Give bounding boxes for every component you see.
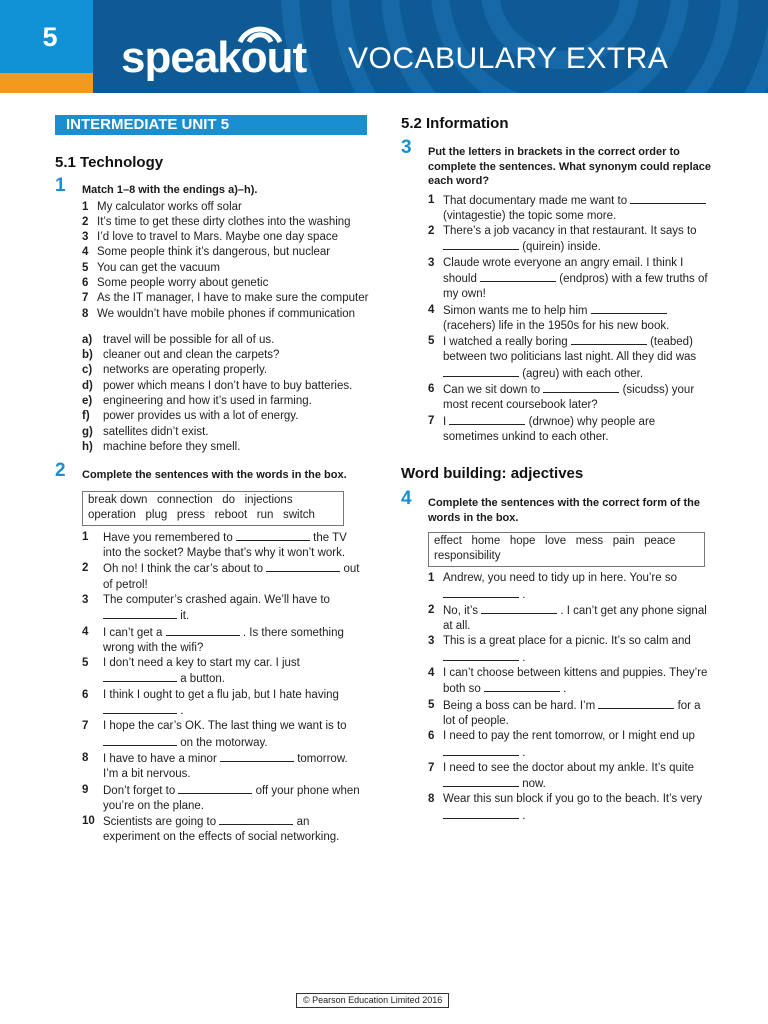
item-number: 8: [82, 307, 89, 320]
list-item: [428, 334, 713, 382]
exercise-number: 1: [55, 175, 66, 196]
sentence-end: tomorrow. I’m a bit nervous.: [103, 752, 348, 781]
list-item: [82, 719, 360, 751]
item-number: 7: [428, 761, 435, 774]
item-number: 1: [82, 200, 89, 213]
item-number: g): [82, 425, 93, 438]
exercise-1-heading: [55, 175, 375, 198]
item-text: power provides us with a lot of energy.: [103, 410, 299, 423]
sentence-start: I can’t get a: [103, 626, 163, 639]
answer-blank[interactable]: [630, 193, 706, 204]
sentence-start: That documentary made me want to: [443, 194, 628, 207]
item-number: 3: [428, 256, 435, 269]
exercise-number: 2: [55, 460, 66, 482]
list-item: [82, 440, 375, 455]
sentence-start: Don’t forget to: [103, 784, 176, 797]
item-number: c): [82, 364, 93, 377]
sentence-start: There’s a job vacancy in that restaurant. It says to: [443, 225, 697, 238]
item-number: 6: [428, 383, 435, 396]
list-item: [82, 656, 360, 688]
exercise-3-items: [428, 193, 713, 446]
item-number: 7: [82, 720, 89, 733]
list-item: [82, 561, 360, 593]
sentence-end: now.: [522, 778, 546, 791]
list-item: [428, 666, 713, 698]
list-item: [82, 333, 375, 348]
item-number: 2: [428, 603, 435, 616]
sentence-start: I hope the car’s OK. The last thing we want is to: [103, 720, 347, 733]
sentence-start: No, it’s: [443, 604, 478, 617]
word-box-line: responsibility: [434, 550, 501, 563]
list-item: [82, 625, 360, 657]
item-number: 10: [82, 815, 95, 828]
logo-text-out: out: [240, 33, 307, 82]
item-text: We wouldn’t have mobile phones if communication: [97, 307, 356, 320]
item-number: e): [82, 395, 93, 408]
sentence-end: it.: [180, 610, 190, 623]
word-box: [82, 491, 344, 526]
list-item: [82, 530, 360, 562]
logo-signal-arcs-icon: [232, 18, 288, 44]
item-text: engineering and how it’s used in farming.: [103, 395, 312, 408]
word-box-line: effect home hope love mess pain peace: [434, 535, 676, 548]
sentence-end: (sicudss) your most recent coursebook later?: [443, 384, 695, 412]
item-number: 5: [428, 335, 435, 348]
answer-blank[interactable]: [443, 650, 519, 661]
word-box-line: break down connection do injections: [88, 493, 293, 506]
sentence-end: .: [180, 705, 184, 718]
item-number: 8: [428, 793, 435, 806]
answer-blank[interactable]: [178, 783, 252, 794]
answer-blank[interactable]: [443, 808, 519, 819]
answer-blank[interactable]: [443, 776, 519, 787]
item-number: 3: [428, 635, 435, 648]
list-item: [428, 634, 713, 666]
item-number: 5: [82, 657, 89, 670]
item-number: 2: [428, 225, 435, 238]
sentence-end: . Is there something wrong with the wifi?: [103, 626, 344, 654]
item-number: 8: [82, 751, 89, 764]
sentence-start: Have you remembered to: [103, 531, 233, 544]
list-item: [428, 603, 713, 635]
item-number: 1: [82, 530, 89, 543]
item-number: 4: [82, 246, 89, 259]
item-text: Some people think it’s dangerous, but nuclear: [97, 246, 331, 259]
list-item: [82, 261, 375, 276]
item-text: travel will be possible for all of us.: [103, 333, 275, 346]
item-number: 9: [82, 783, 89, 796]
exercise-3-heading: [401, 137, 721, 189]
logo-text-speak: speak: [121, 33, 241, 82]
exercise-instruction: Complete the sentences with the correct form of the words in the box.: [428, 497, 700, 524]
item-number: a): [82, 333, 93, 346]
sentence-end: off your phone when you’re on the plane.: [103, 784, 360, 812]
section-title-information: 5.2 Information: [401, 115, 509, 132]
exercise-instruction: Put the letters in brackets in the correct order to complete the sentences. What synonym could replace each word?: [428, 146, 712, 187]
list-item: [82, 783, 360, 815]
answer-blank[interactable]: [166, 625, 240, 636]
sentence-end: .: [563, 683, 567, 696]
item-text: Some people worry about genetic: [97, 276, 269, 289]
sentence-end: .: [522, 746, 526, 759]
list-item: [428, 792, 713, 824]
list-item: [82, 363, 375, 378]
sentence-start: I need to see the doctor about my ankle. It’s quite: [443, 761, 695, 774]
item-number: 5: [82, 261, 89, 274]
list-item: [82, 215, 375, 230]
item-number: 2: [82, 215, 89, 228]
item-number: 3: [82, 231, 89, 244]
sentence-start: Being a boss can be hard. I’m: [443, 699, 596, 712]
item-text: I’d love to travel to Mars. Maybe one day space: [97, 231, 338, 244]
answer-blank[interactable]: [236, 530, 310, 541]
answer-blank[interactable]: [443, 587, 519, 598]
answer-blank[interactable]: [449, 414, 525, 425]
exercise-2-items: [82, 530, 360, 846]
unit-number: 5: [42, 22, 58, 52]
sentence-end: for a lot of people.: [443, 699, 701, 727]
item-number: 3: [82, 593, 89, 606]
sentence-start: I watched a really boring: [443, 336, 568, 349]
sentence-end: (agreu) with each other.: [522, 367, 644, 380]
list-item: [428, 256, 713, 303]
item-text: You can get the vacuum: [97, 261, 220, 274]
answer-blank[interactable]: [103, 608, 177, 619]
item-number: f): [82, 410, 90, 423]
list-item: [428, 224, 713, 256]
item-number: d): [82, 379, 93, 392]
header-title: VOCABULARY EXTRA: [348, 42, 669, 75]
list-item: [82, 751, 360, 783]
answer-blank[interactable]: [571, 334, 647, 345]
item-number: 5: [428, 698, 435, 711]
list-item: [82, 291, 375, 306]
exercise-1-items: [82, 200, 375, 322]
sentence-end: (endpros) with a few truths of my own!: [443, 272, 708, 301]
list-item: [82, 307, 375, 322]
answer-blank[interactable]: [598, 698, 674, 709]
item-number: h): [82, 440, 93, 453]
answer-blank[interactable]: [103, 703, 177, 714]
sentence-start: I: [443, 415, 447, 428]
answer-blank[interactable]: [220, 751, 294, 762]
list-item: [82, 593, 360, 625]
item-text: satellites didn’t exist.: [103, 425, 209, 438]
item-text: It’s time to get these dirty clothes into the washing: [97, 215, 351, 228]
answer-blank[interactable]: [480, 271, 556, 282]
answer-blank[interactable]: [543, 382, 619, 393]
list-item: [82, 348, 375, 363]
item-text: power which means I don’t have to buy batteries.: [103, 379, 353, 392]
list-item: [82, 688, 360, 720]
list-item: [428, 303, 713, 335]
sentence-start: Can we sit down to: [443, 384, 541, 397]
exercise-number: 3: [401, 137, 412, 158]
answer-blank[interactable]: [443, 745, 519, 756]
left-column: [55, 115, 375, 846]
orange-stripe: [0, 73, 93, 93]
sentence-end: .: [522, 588, 526, 601]
list-item: [428, 382, 713, 414]
sentence-end: on the motorway.: [180, 736, 268, 749]
sentence-start: This is a great place for a picnic. It’s so calm and: [443, 635, 691, 648]
answer-blank[interactable]: [103, 671, 177, 682]
item-text: As the IT manager, I have to make sure the computer: [97, 292, 369, 305]
list-item: [82, 379, 375, 394]
list-item: [428, 761, 713, 793]
sentence-start: The computer’s crashed again. We’ll have to: [103, 593, 330, 606]
item-number: 7: [428, 414, 435, 427]
sentence-end: . I can’t get any phone signal at all.: [443, 604, 707, 633]
sentence-end: (quirein) inside.: [522, 241, 601, 254]
item-number: 6: [82, 276, 89, 289]
list-item: [428, 193, 713, 225]
item-number: 1: [428, 193, 435, 206]
sentence-start: Andrew, you need to tidy up in here. You’re so: [443, 572, 677, 585]
item-text: machine before they smell.: [103, 440, 241, 453]
sentence-start: I have to have a minor: [103, 752, 217, 765]
sentence-end: a button.: [180, 673, 225, 686]
section-title-word-building: Word building: adjectives: [401, 465, 584, 483]
list-item: [82, 814, 360, 846]
sentence-end: (racehers) life in the 1950s for his new book.: [443, 319, 670, 332]
answer-blank[interactable]: [484, 681, 560, 692]
list-item: [428, 571, 713, 603]
sentence-start: I think I ought to get a flu jab, but I hate having: [103, 688, 339, 701]
item-number: 6: [428, 730, 435, 743]
list-item: [82, 409, 375, 424]
list-item: [82, 425, 375, 440]
section-title-technology: 5.1 Technology: [55, 154, 164, 171]
exercise-number: 4: [401, 488, 412, 510]
item-number: b): [82, 349, 93, 362]
item-number: 7: [82, 292, 89, 305]
sentence-end: an experiment on the effects of social networking.: [103, 816, 340, 844]
exercise-instruction: Match 1–8 with the endings a)–h).: [82, 184, 258, 196]
answer-blank[interactable]: [443, 366, 519, 377]
sentence-start: Oh no! I think the car’s about to: [103, 563, 264, 576]
exercise-2-heading: [55, 460, 375, 483]
list-item: [82, 394, 375, 409]
sentence-start: Scientists are going to: [103, 816, 217, 829]
exercise-4-items: [428, 571, 713, 824]
list-item: [428, 414, 713, 446]
answer-blank[interactable]: [266, 561, 340, 572]
list-item: [428, 729, 713, 761]
exercise-instruction: Complete the sentences with the words in the box.: [82, 469, 347, 482]
item-number: 1: [428, 572, 435, 585]
list-item: [82, 230, 375, 245]
answer-blank[interactable]: [481, 603, 557, 614]
sentence-start: Wear this sun block if you go to the beach. It’s very: [443, 793, 703, 806]
item-text: networks are operating properly.: [103, 364, 268, 377]
item-text: cleaner out and clean the carpets?: [103, 349, 280, 362]
sentence-end: (vintagestie) the topic some more.: [443, 209, 617, 222]
answer-blank[interactable]: [443, 239, 519, 250]
right-column: [401, 115, 721, 824]
list-item: [82, 200, 375, 215]
item-text: My calculator works off solar: [97, 200, 242, 213]
sentence-start: Simon wants me to help him: [443, 304, 588, 317]
page-header: [0, 0, 768, 93]
answer-blank[interactable]: [219, 814, 293, 825]
list-item: [82, 276, 375, 291]
sentence-end: .: [522, 809, 526, 822]
sentence-start: I need to pay the rent tomorrow, or I might end up: [443, 730, 695, 743]
copyright-footer: © Pearson Education Limited 2016: [296, 993, 449, 1008]
answer-blank[interactable]: [591, 303, 667, 314]
exercise-4-heading: [401, 488, 721, 525]
sentence-end: (drwnoe) why people are sometimes unkind to each other.: [443, 415, 656, 443]
item-number: 2: [82, 562, 89, 575]
item-number: 6: [82, 688, 89, 701]
sentence-end: out of petrol!: [103, 563, 360, 591]
answer-blank[interactable]: [103, 735, 177, 746]
sentence-start: I don’t need a key to start my car. I just: [103, 657, 300, 670]
item-number: 4: [428, 667, 435, 680]
sentence-start: I can’t choose between kittens and puppies. They’re both so: [443, 667, 708, 696]
sentence-end: .: [522, 651, 526, 664]
word-box-line: operation plug press reboot run switch: [88, 508, 315, 521]
item-number: 4: [428, 303, 435, 316]
item-number: 4: [82, 625, 89, 638]
list-item: [428, 698, 713, 730]
word-box: [428, 532, 705, 567]
sentence-start: Claude wrote everyone an angry email. I think I should: [443, 256, 684, 285]
sentence-end: the TV into the socket? Maybe that’s why it won’t work.: [103, 531, 347, 560]
sentence-end: (teabed) between two politicians last night. All they did was: [443, 336, 697, 364]
exercise-1-endings: [82, 333, 375, 455]
list-item: [82, 245, 375, 260]
unit-banner: INTERMEDIATE UNIT 5: [55, 115, 367, 135]
